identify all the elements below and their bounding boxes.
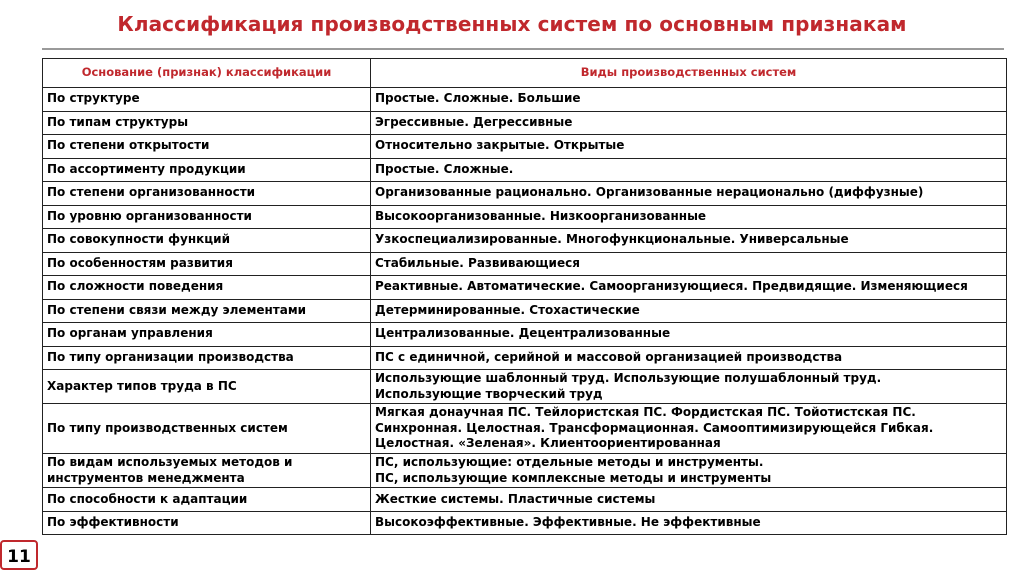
table-row bbox=[43, 252, 1007, 276]
table-row bbox=[43, 158, 1007, 182]
row-basis: По совокупности функций bbox=[43, 229, 371, 253]
row-basis: По ассортименту продукции bbox=[43, 158, 371, 182]
table-row bbox=[43, 88, 1007, 112]
title-divider bbox=[42, 48, 1004, 50]
table-header-row bbox=[43, 59, 1007, 88]
row-types: Реактивные. Автоматические. Самоорганизующиеся. Предвидящие. Изменяющиеся bbox=[371, 276, 1007, 300]
table-row bbox=[43, 323, 1007, 347]
table-row bbox=[43, 346, 1007, 370]
table-row bbox=[43, 511, 1007, 535]
table-row bbox=[43, 276, 1007, 300]
row-basis: По типу организации производства bbox=[43, 346, 371, 370]
row-types: ПС с единичной, серийной и массовой организацией производства bbox=[371, 346, 1007, 370]
row-types: Мягкая донаучная ПС. Тейлористская ПС. Фордистская ПС. Тойотистская ПС. Синхронная. Целостная. Трансформационная. Самооптимизирующейся Гибкая. Целостная. «Зеленая». Клиентоориентированная bbox=[371, 404, 1007, 454]
row-types: Простые. Сложные. Большие bbox=[371, 88, 1007, 112]
row-types: Жесткие системы. Пластичные системы bbox=[371, 488, 1007, 512]
table-row bbox=[43, 111, 1007, 135]
header-basis: Основание (признак) классификации bbox=[43, 59, 371, 88]
row-basis: По структуре bbox=[43, 88, 371, 112]
row-basis: По органам управления bbox=[43, 323, 371, 347]
row-types: Эгрессивные. Дегрессивные bbox=[371, 111, 1007, 135]
row-basis: По сложности поведения bbox=[43, 276, 371, 300]
classification-table bbox=[42, 58, 1007, 535]
row-basis: По уровню организованности bbox=[43, 205, 371, 229]
table-row bbox=[43, 229, 1007, 253]
row-types: Высокоорганизованные. Низкоорганизованные bbox=[371, 205, 1007, 229]
row-types: Централизованные. Децентрализованные bbox=[371, 323, 1007, 347]
table-row bbox=[43, 205, 1007, 229]
row-basis: По способности к адаптации bbox=[43, 488, 371, 512]
row-basis: По видам используемых методов и инструментов менеджмента bbox=[43, 453, 371, 487]
table-row bbox=[43, 453, 1007, 487]
row-types: Детерминированные. Стохастические bbox=[371, 299, 1007, 323]
row-basis: Характер типов труда в ПС bbox=[43, 370, 371, 404]
row-types: Узкоспециализированные. Многофункциональные. Универсальные bbox=[371, 229, 1007, 253]
table-row bbox=[43, 404, 1007, 454]
row-basis: По эффективности bbox=[43, 511, 371, 535]
row-basis: По степени организованности bbox=[43, 182, 371, 206]
row-basis: По типу производственных систем bbox=[43, 404, 371, 454]
row-types: Стабильные. Развивающиеся bbox=[371, 252, 1007, 276]
table-row bbox=[43, 370, 1007, 404]
row-basis: По особенностям развития bbox=[43, 252, 371, 276]
slide-title: Классификация производственных систем по основным признакам bbox=[117, 12, 907, 36]
header-types: Виды производственных систем bbox=[371, 59, 1007, 88]
row-basis: По степени связи между элементами bbox=[43, 299, 371, 323]
page-number-badge: 11 bbox=[0, 540, 38, 570]
row-types: Простые. Сложные. bbox=[371, 158, 1007, 182]
table-row bbox=[43, 135, 1007, 159]
table-row bbox=[43, 299, 1007, 323]
row-types: Относительно закрытые. Открытые bbox=[371, 135, 1007, 159]
row-types: Высокоэффективные. Эффективные. Не эффективные bbox=[371, 511, 1007, 535]
row-types: Использующие шаблонный труд. Использующие полушаблонный труд. Использующие творческий труд bbox=[371, 370, 1007, 404]
row-types: Организованные рационально. Организованные нерационально (диффузные) bbox=[371, 182, 1007, 206]
row-basis: По типам структуры bbox=[43, 111, 371, 135]
row-basis: По степени открытости bbox=[43, 135, 371, 159]
table-row bbox=[43, 488, 1007, 512]
table-row bbox=[43, 182, 1007, 206]
row-types: ПС, использующие: отдельные методы и инструменты. ПС, использующие комплексные методы и инструменты bbox=[371, 453, 1007, 487]
